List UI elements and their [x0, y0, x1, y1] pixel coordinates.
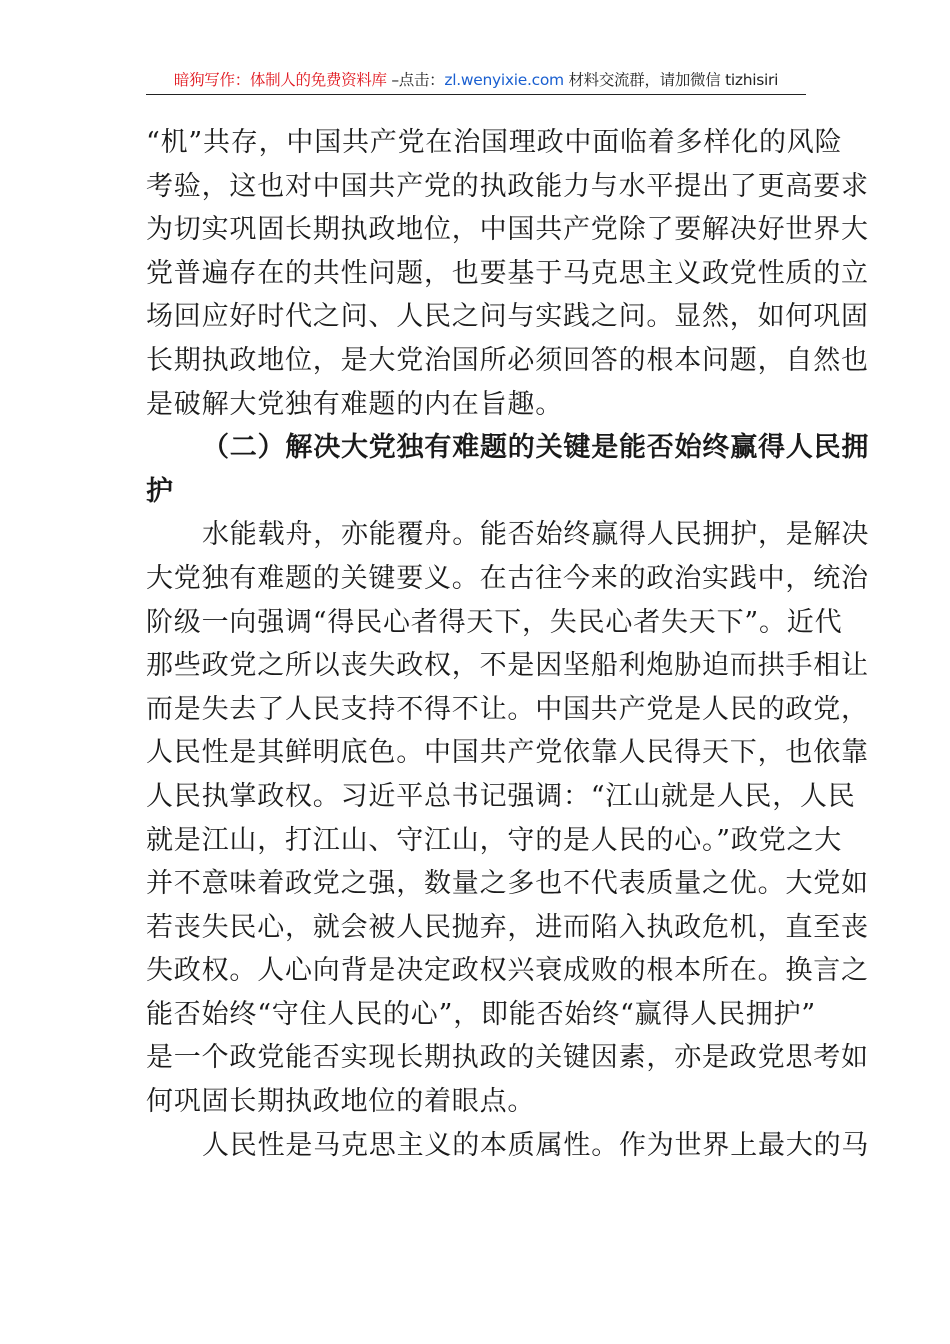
text-line: 大党独有难题的关键要义。在古往今来的政治实践中，统治: [146, 562, 869, 594]
text-line: 并不意味着政党之强，数量之多也不代表质量之优。大党如: [146, 868, 869, 900]
text-line: 人民执掌政权。习近平总书记强调：“江山就是人民，人民: [146, 780, 856, 812]
text-line: 就是江山，打江山、守江山，守的是人民的心。”政党之大: [146, 824, 843, 856]
text-line: 是一个政党能否实现长期执政的关键因素，亦是政党思考如: [146, 1042, 869, 1074]
text-line: 场回应好时代之问、人民之问与实践之问。显然，如何巩固: [146, 301, 869, 333]
text-line: 人民性是其鲜明底色。中国共产党依靠人民得天下，也依靠: [146, 737, 869, 769]
text-line: 能否始终“守住人民的心”，即能否始终“赢得人民拥护”: [146, 998, 817, 1030]
header-site-name: 暗狗写作：体制人的免费资料库: [173, 71, 387, 89]
header-click-label: –点击：: [386, 71, 445, 89]
paragraph-first-line: 水能载舟，亦能覆舟。能否始终赢得人民拥护，是解决: [202, 519, 870, 551]
text-line: 为切实巩固长期执政地位，中国共产党除了要解决好世界大: [146, 214, 869, 246]
page-header: [146, 68, 806, 95]
text-line: 何巩固长期执政地位的着眼点。: [146, 1086, 536, 1118]
text-line: 阶级一向强调“得民心者得天下，失民心者失天下”。近代: [146, 606, 843, 638]
text-line: 若丧失民心，就会被人民抛弃，进而陷入执政危机，直至丧: [146, 911, 869, 943]
section-heading: （二）解决大党独有难题的关键是能否始终赢得人民拥: [202, 432, 870, 464]
section-heading-continued: 护: [146, 475, 174, 507]
text-line: 是破解大党独有难题的内在旨趣。: [146, 388, 563, 420]
text-line: 那些政党之所以丧失政权，不是因坚船利炮胁迫而拱手相让: [146, 650, 869, 682]
text-line: 而是失去了人民支持不得不让。中国共产党是人民的政党，: [146, 693, 869, 725]
text-line: 失政权。人心向背是决定政权兴衰成败的根本所在。换言之: [146, 955, 869, 987]
header-url-link[interactable]: zl.wenyixie.com: [444, 71, 564, 89]
text-line: 考验，这也对中国共产党的执政能力与水平提出了更高要求: [146, 170, 869, 202]
text-line: “机”共存，中国共产党在治国理政中面临着多样化的风险: [146, 127, 843, 158]
text-line: 党普遍存在的共性问题，也要基于马克思主义政党性质的立: [146, 257, 869, 289]
header-contact-text: 材料交流群，请加微信 tizhisiri: [563, 71, 779, 89]
text-line: 长期执政地位，是大党治国所必须回答的根本问题，自然也: [146, 344, 869, 376]
document-body: [146, 121, 870, 1167]
paragraph-first-line: 人民性是马克思主义的本质属性。作为世界上最大的马: [202, 1129, 870, 1161]
